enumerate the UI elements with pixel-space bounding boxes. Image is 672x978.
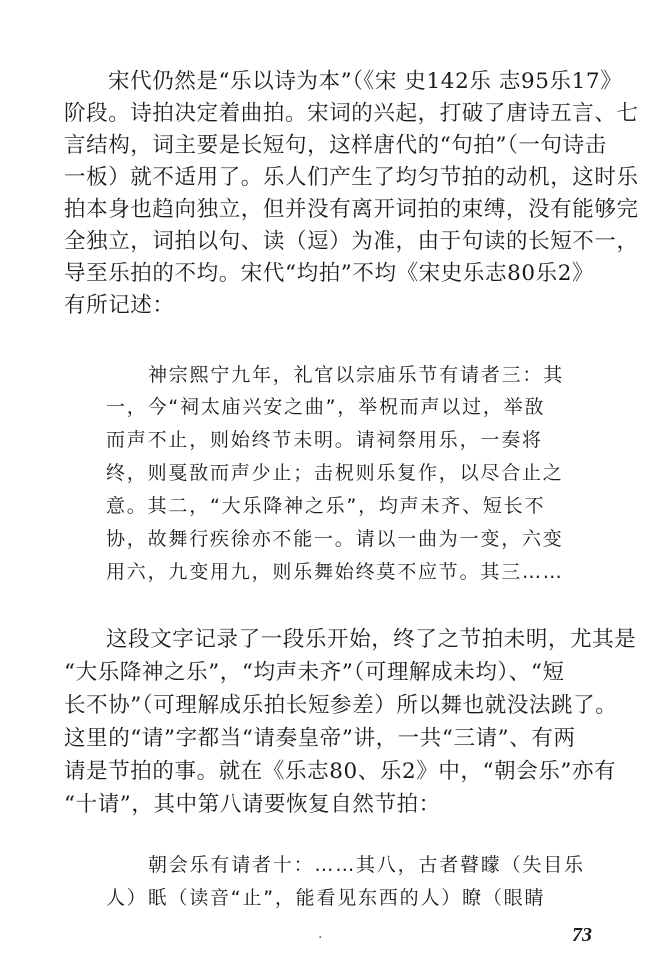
page-number: 73 xyxy=(572,924,592,946)
text-line: 这段文字记录了一段乐开始，终了之节拍未明，尤其是 xyxy=(106,627,637,652)
quote-line: 神宗熙宁九年，礼官以宗庙乐节有请者三：其 xyxy=(148,364,565,386)
text-line: 宋代仍然是“乐以诗为本”（《宋 史142乐 志95乐17》 xyxy=(108,69,623,94)
text-line: 这里的“请”字都当“请奏皇帝”讲，一共“三请”、有两 xyxy=(64,726,576,751)
quote-line: 意。其二，“大乐降神之乐”，均声未齐、短长不 xyxy=(106,495,546,517)
text-line: 拍本身也趋向独立，但并没有离开词拍的束缚，没有能够完 xyxy=(64,197,639,222)
stray-dot: · xyxy=(318,930,323,946)
text-line: 阶段。诗拍决定着曲拍。宋词的兴起，打破了唐诗五言、七 xyxy=(64,101,639,126)
text-line: 全独立，词拍以句、读（逗）为准，由于句读的长短不一， xyxy=(64,229,639,254)
quote-line: 朝会乐有请者十：……其八，古者瞽矇（失目乐 xyxy=(148,854,585,876)
text-line: 请是节拍的事。就在《乐志80、乐2》中，“朝会乐”亦有 xyxy=(64,759,617,784)
quote-line: 用六，九变用九，则乐舞始终莫不应节。其三…… xyxy=(106,561,564,583)
text-line: 有所记述： xyxy=(64,293,175,318)
text-line: 言结构，词主要是长短句，这样唐代的“句拍”（一句诗击 xyxy=(64,133,607,158)
quote-line: 协，故舞行疾徐亦不能一。请以一曲为一变，六变 xyxy=(106,528,564,550)
quote-line: 而声不止，则始终节未明。请祠祭用乐，一奏将 xyxy=(106,429,543,451)
quote-line: 人）眂（读音“止”，能看见东西的人）瞭（眼睛 xyxy=(106,887,546,909)
text-line: 长不协”（可理解成乐拍长短参差）所以舞也就没法跳了。 xyxy=(64,693,618,718)
quote-line: 一，今“祠太庙兴安之曲”，举柷而声以过，举敔 xyxy=(106,396,546,418)
quote-line: 终，则戛敔而声少止；击柷则乐复作，以尽合止之 xyxy=(106,462,564,484)
text-line: “大乐降神之乐”，“均声未齐”（可理解成未均）、“短 xyxy=(64,660,565,685)
text-line: “十请”，其中第八请要恢复自然节拍： xyxy=(64,792,441,817)
text-line: 一板）就不适用了。乐人们产生了均匀节拍的动机，这时乐 xyxy=(64,165,639,190)
text-line: 导至乐拍的不均。宋代“均拍”不均《宋史乐志80乐2》 xyxy=(64,261,595,286)
